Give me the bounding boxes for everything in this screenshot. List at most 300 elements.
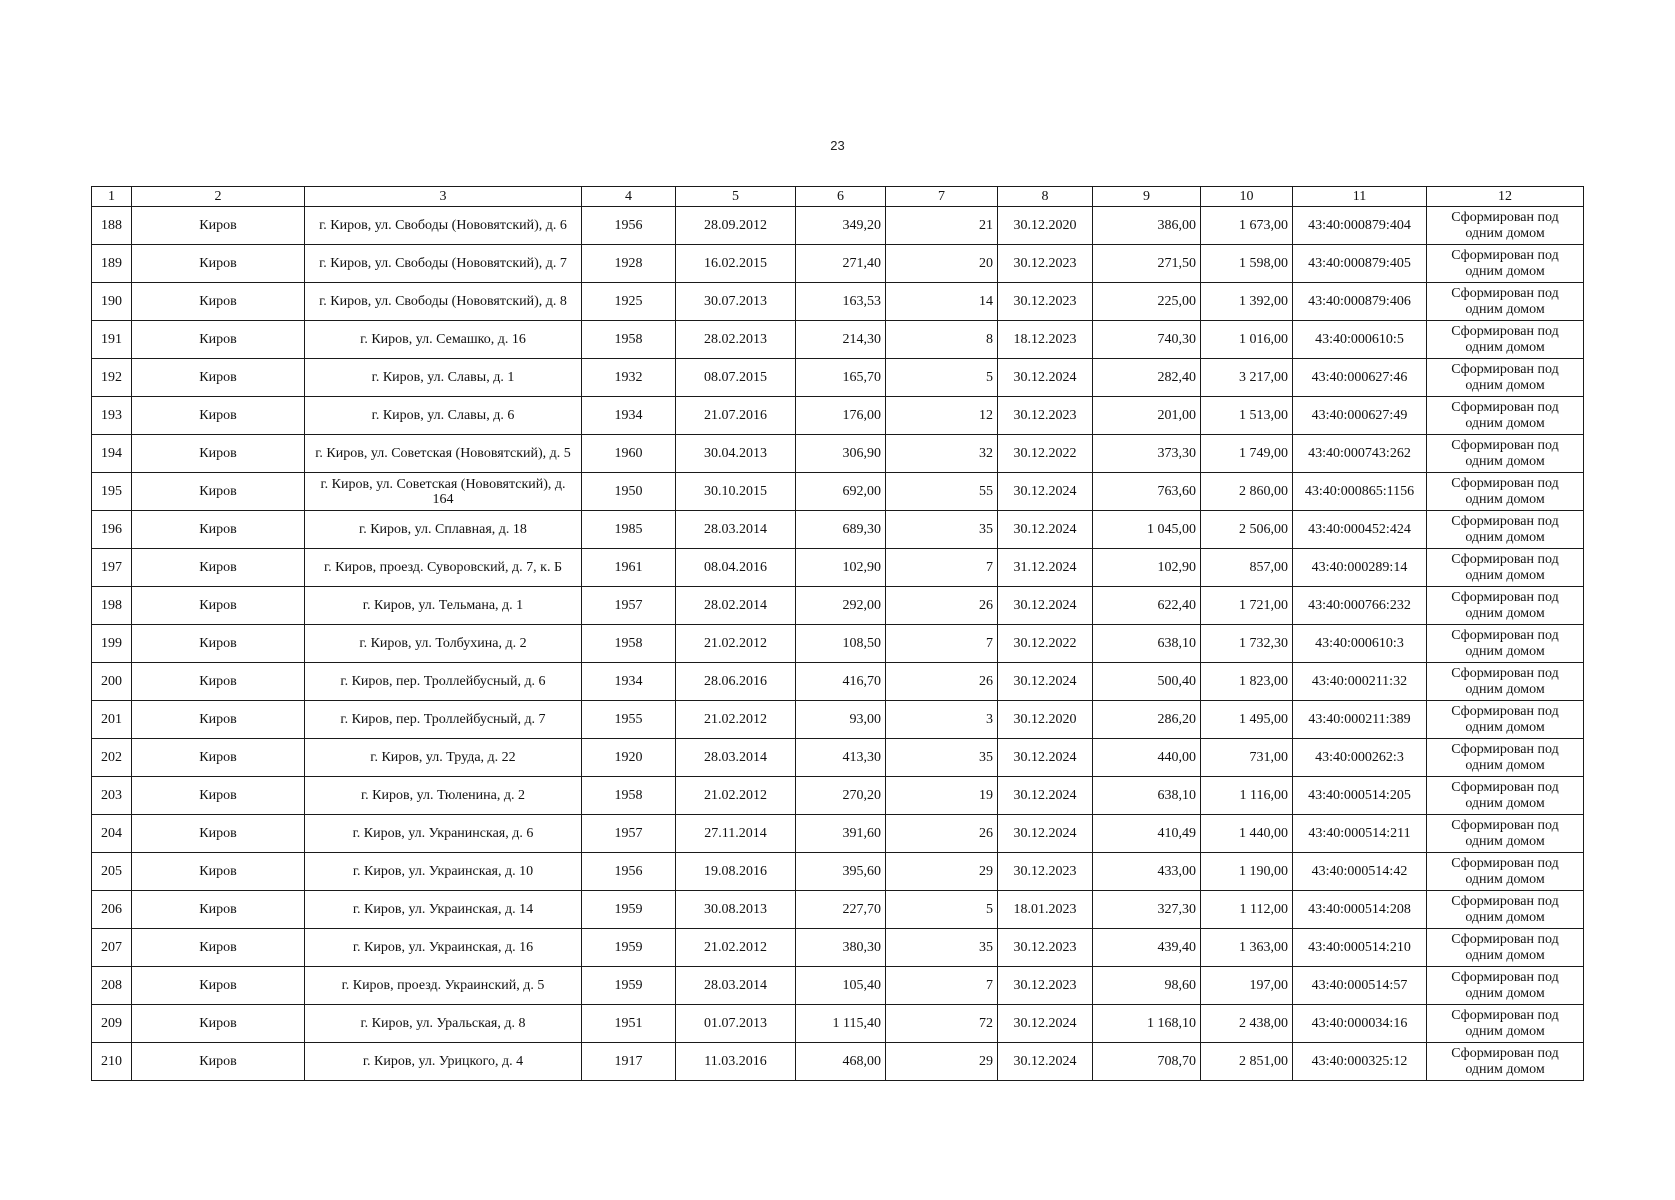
year-cell: 1957	[582, 815, 676, 853]
value-cell: 763,60	[1093, 473, 1201, 511]
area-cell: 692,00	[796, 473, 886, 511]
value-cell: 327,30	[1093, 891, 1201, 929]
deadline-cell: 30.12.2023	[998, 929, 1093, 967]
cadastral-number-cell: 43:40:000211:32	[1293, 663, 1427, 701]
city-cell: Киров	[132, 663, 305, 701]
column-header: 10	[1201, 187, 1293, 207]
year-cell: 1959	[582, 967, 676, 1005]
row-number-cell: 199	[92, 625, 132, 663]
status-note-cell: Сформирован под одним домом	[1427, 359, 1584, 397]
status-note-cell: Сформирован под одним домом	[1427, 473, 1584, 511]
deadline-cell: 30.12.2020	[998, 207, 1093, 245]
status-note-cell: Сформирован под одним домом	[1427, 397, 1584, 435]
table-row	[92, 663, 1584, 701]
column-header: 2	[132, 187, 305, 207]
value-cell: 433,00	[1093, 853, 1201, 891]
area-cell: 165,70	[796, 359, 886, 397]
area-cell: 1 115,40	[796, 1005, 886, 1043]
status-note-cell: Сформирован под одним домом	[1427, 321, 1584, 359]
city-cell: Киров	[132, 967, 305, 1005]
address-cell: г. Киров, ул. Украинская, д. 16	[305, 929, 582, 967]
value-cell: 225,00	[1093, 283, 1201, 321]
city-cell: Киров	[132, 777, 305, 815]
date-cell: 28.09.2012	[676, 207, 796, 245]
address-cell: г. Киров, ул. Советская (Нововятский), д. 5	[305, 435, 582, 473]
deadline-cell: 30.12.2024	[998, 473, 1093, 511]
cadastral-number-cell: 43:40:000452:424	[1293, 511, 1427, 549]
count-cell: 72	[886, 1005, 998, 1043]
row-number-cell: 192	[92, 359, 132, 397]
city-cell: Киров	[132, 435, 305, 473]
address-cell: г. Киров, ул. Толбухина, д. 2	[305, 625, 582, 663]
table-row	[92, 1005, 1584, 1043]
deadline-cell: 30.12.2023	[998, 967, 1093, 1005]
address-cell: г. Киров, ул. Укранинская, д. 6	[305, 815, 582, 853]
value-cell: 373,30	[1093, 435, 1201, 473]
cadastral-number-cell: 43:40:000879:405	[1293, 245, 1427, 283]
date-cell: 11.03.2016	[676, 1043, 796, 1081]
row-number-cell: 210	[92, 1043, 132, 1081]
table-row	[92, 587, 1584, 625]
address-cell: г. Киров, ул. Свободы (Нововятский), д. 7	[305, 245, 582, 283]
deadline-cell: 30.12.2024	[998, 587, 1093, 625]
land-area-cell: 1 392,00	[1201, 283, 1293, 321]
year-cell: 1959	[582, 891, 676, 929]
city-cell: Киров	[132, 815, 305, 853]
count-cell: 12	[886, 397, 998, 435]
year-cell: 1934	[582, 663, 676, 701]
row-number-cell: 201	[92, 701, 132, 739]
land-area-cell: 857,00	[1201, 549, 1293, 587]
table-row	[92, 549, 1584, 587]
row-number-cell: 196	[92, 511, 132, 549]
area-cell: 306,90	[796, 435, 886, 473]
table-body	[92, 187, 1584, 1081]
area-cell: 270,20	[796, 777, 886, 815]
table-row	[92, 701, 1584, 739]
land-area-cell: 2 860,00	[1201, 473, 1293, 511]
area-cell: 292,00	[796, 587, 886, 625]
count-cell: 7	[886, 967, 998, 1005]
address-cell: г. Киров, пер. Троллейбусный, д. 6	[305, 663, 582, 701]
status-note-cell: Сформирован под одним домом	[1427, 815, 1584, 853]
table-row	[92, 359, 1584, 397]
deadline-cell: 30.12.2022	[998, 435, 1093, 473]
date-cell: 27.11.2014	[676, 815, 796, 853]
status-note-cell: Сформирован под одним домом	[1427, 967, 1584, 1005]
status-note-cell: Сформирован под одним домом	[1427, 1005, 1584, 1043]
value-cell: 500,40	[1093, 663, 1201, 701]
column-header: 7	[886, 187, 998, 207]
deadline-cell: 30.12.2024	[998, 663, 1093, 701]
value-cell: 638,10	[1093, 625, 1201, 663]
date-cell: 21.02.2012	[676, 701, 796, 739]
land-area-cell: 1 598,00	[1201, 245, 1293, 283]
count-cell: 35	[886, 511, 998, 549]
city-cell: Киров	[132, 473, 305, 511]
area-cell: 108,50	[796, 625, 886, 663]
count-cell: 7	[886, 549, 998, 587]
column-header: 1	[92, 187, 132, 207]
table-row	[92, 853, 1584, 891]
city-cell: Киров	[132, 625, 305, 663]
land-area-cell: 1 440,00	[1201, 815, 1293, 853]
land-area-cell: 1 513,00	[1201, 397, 1293, 435]
deadline-cell: 18.01.2023	[998, 891, 1093, 929]
city-cell: Киров	[132, 321, 305, 359]
table-row	[92, 777, 1584, 815]
count-cell: 5	[886, 891, 998, 929]
deadline-cell: 30.12.2020	[998, 701, 1093, 739]
area-cell: 349,20	[796, 207, 886, 245]
cadastral-number-cell: 43:40:000627:49	[1293, 397, 1427, 435]
year-cell: 1955	[582, 701, 676, 739]
area-cell: 689,30	[796, 511, 886, 549]
count-cell: 26	[886, 663, 998, 701]
column-header-row	[92, 187, 1584, 207]
area-cell: 102,90	[796, 549, 886, 587]
land-area-cell: 2 506,00	[1201, 511, 1293, 549]
value-cell: 271,50	[1093, 245, 1201, 283]
cadastral-number-cell: 43:40:000610:3	[1293, 625, 1427, 663]
address-cell: г. Киров, ул. Труда, д. 22	[305, 739, 582, 777]
land-area-cell: 1 732,30	[1201, 625, 1293, 663]
count-cell: 26	[886, 587, 998, 625]
city-cell: Киров	[132, 929, 305, 967]
cadastral-number-cell: 43:40:000325:12	[1293, 1043, 1427, 1081]
count-cell: 5	[886, 359, 998, 397]
address-cell: г. Киров, ул. Славы, д. 6	[305, 397, 582, 435]
value-cell: 638,10	[1093, 777, 1201, 815]
table-row	[92, 245, 1584, 283]
cadastral-number-cell: 43:40:000879:406	[1293, 283, 1427, 321]
table-row	[92, 929, 1584, 967]
land-area-cell: 1 673,00	[1201, 207, 1293, 245]
city-cell: Киров	[132, 739, 305, 777]
area-cell: 214,30	[796, 321, 886, 359]
land-area-cell: 1 116,00	[1201, 777, 1293, 815]
date-cell: 30.08.2013	[676, 891, 796, 929]
land-area-cell: 1 112,00	[1201, 891, 1293, 929]
table-row	[92, 321, 1584, 359]
area-cell: 395,60	[796, 853, 886, 891]
status-note-cell: Сформирован под одним домом	[1427, 245, 1584, 283]
land-area-cell: 1 749,00	[1201, 435, 1293, 473]
year-cell: 1934	[582, 397, 676, 435]
column-header: 11	[1293, 187, 1427, 207]
year-cell: 1932	[582, 359, 676, 397]
status-note-cell: Сформирован под одним домом	[1427, 1043, 1584, 1081]
date-cell: 21.02.2012	[676, 777, 796, 815]
land-area-cell: 1 016,00	[1201, 321, 1293, 359]
cadastral-number-cell: 43:40:000262:3	[1293, 739, 1427, 777]
table-row	[92, 739, 1584, 777]
row-number-cell: 206	[92, 891, 132, 929]
row-number-cell: 191	[92, 321, 132, 359]
row-number-cell: 197	[92, 549, 132, 587]
cadastral-number-cell: 43:40:000514:210	[1293, 929, 1427, 967]
column-header: 8	[998, 187, 1093, 207]
city-cell: Киров	[132, 587, 305, 625]
city-cell: Киров	[132, 549, 305, 587]
value-cell: 440,00	[1093, 739, 1201, 777]
cadastral-number-cell: 43:40:000514:205	[1293, 777, 1427, 815]
area-cell: 163,53	[796, 283, 886, 321]
cadastral-number-cell: 43:40:000289:14	[1293, 549, 1427, 587]
area-cell: 391,60	[796, 815, 886, 853]
value-cell: 740,30	[1093, 321, 1201, 359]
status-note-cell: Сформирован под одним домом	[1427, 891, 1584, 929]
status-note-cell: Сформирован под одним домом	[1427, 929, 1584, 967]
column-header: 9	[1093, 187, 1201, 207]
year-cell: 1959	[582, 929, 676, 967]
date-cell: 08.04.2016	[676, 549, 796, 587]
deadline-cell: 30.12.2024	[998, 1043, 1093, 1081]
deadline-cell: 30.12.2023	[998, 283, 1093, 321]
land-area-cell: 197,00	[1201, 967, 1293, 1005]
year-cell: 1958	[582, 321, 676, 359]
count-cell: 14	[886, 283, 998, 321]
deadline-cell: 30.12.2023	[998, 245, 1093, 283]
date-cell: 30.07.2013	[676, 283, 796, 321]
city-cell: Киров	[132, 207, 305, 245]
date-cell: 30.04.2013	[676, 435, 796, 473]
date-cell: 30.10.2015	[676, 473, 796, 511]
date-cell: 21.02.2012	[676, 929, 796, 967]
status-note-cell: Сформирован под одним домом	[1427, 739, 1584, 777]
date-cell: 01.07.2013	[676, 1005, 796, 1043]
year-cell: 1920	[582, 739, 676, 777]
value-cell: 386,00	[1093, 207, 1201, 245]
year-cell: 1957	[582, 587, 676, 625]
date-cell: 28.02.2014	[676, 587, 796, 625]
land-area-cell: 1 190,00	[1201, 853, 1293, 891]
row-number-cell: 200	[92, 663, 132, 701]
value-cell: 282,40	[1093, 359, 1201, 397]
value-cell: 286,20	[1093, 701, 1201, 739]
address-cell: г. Киров, ул. Тюленина, д. 2	[305, 777, 582, 815]
land-area-cell: 1 721,00	[1201, 587, 1293, 625]
city-cell: Киров	[132, 511, 305, 549]
row-number-cell: 203	[92, 777, 132, 815]
row-number-cell: 204	[92, 815, 132, 853]
city-cell: Киров	[132, 283, 305, 321]
year-cell: 1961	[582, 549, 676, 587]
address-cell: г. Киров, пер. Троллейбусный, д. 7	[305, 701, 582, 739]
row-number-cell: 190	[92, 283, 132, 321]
table-row	[92, 1043, 1584, 1081]
land-area-cell: 731,00	[1201, 739, 1293, 777]
deadline-cell: 30.12.2024	[998, 739, 1093, 777]
address-cell: г. Киров, ул. Украинская, д. 10	[305, 853, 582, 891]
status-note-cell: Сформирован под одним домом	[1427, 587, 1584, 625]
housing-registry-table	[91, 186, 1584, 1081]
date-cell: 19.08.2016	[676, 853, 796, 891]
row-number-cell: 209	[92, 1005, 132, 1043]
column-header: 4	[582, 187, 676, 207]
area-cell: 413,30	[796, 739, 886, 777]
area-cell: 271,40	[796, 245, 886, 283]
row-number-cell: 198	[92, 587, 132, 625]
year-cell: 1958	[582, 777, 676, 815]
status-note-cell: Сформирован под одним домом	[1427, 283, 1584, 321]
city-cell: Киров	[132, 359, 305, 397]
count-cell: 20	[886, 245, 998, 283]
deadline-cell: 18.12.2023	[998, 321, 1093, 359]
count-cell: 55	[886, 473, 998, 511]
cadastral-number-cell: 43:40:000627:46	[1293, 359, 1427, 397]
area-cell: 105,40	[796, 967, 886, 1005]
count-cell: 35	[886, 929, 998, 967]
status-note-cell: Сформирован под одним домом	[1427, 663, 1584, 701]
deadline-cell: 30.12.2022	[998, 625, 1093, 663]
table-row	[92, 397, 1584, 435]
cadastral-number-cell: 43:40:000514:211	[1293, 815, 1427, 853]
row-number-cell: 202	[92, 739, 132, 777]
value-cell: 1 045,00	[1093, 511, 1201, 549]
city-cell: Киров	[132, 853, 305, 891]
cadastral-number-cell: 43:40:000034:16	[1293, 1005, 1427, 1043]
address-cell: г. Киров, ул. Свободы (Нововятский), д. 6	[305, 207, 582, 245]
date-cell: 28.06.2016	[676, 663, 796, 701]
address-cell: г. Киров, ул. Уральская, д. 8	[305, 1005, 582, 1043]
address-cell: г. Киров, ул. Сплавная, д. 18	[305, 511, 582, 549]
cadastral-number-cell: 43:40:000743:262	[1293, 435, 1427, 473]
address-cell: г. Киров, ул. Свободы (Нововятский), д. 8	[305, 283, 582, 321]
status-note-cell: Сформирован под одним домом	[1427, 701, 1584, 739]
status-note-cell: Сформирован под одним домом	[1427, 207, 1584, 245]
city-cell: Киров	[132, 891, 305, 929]
address-cell: г. Киров, ул. Урицкого, д. 4	[305, 1043, 582, 1081]
row-number-cell: 207	[92, 929, 132, 967]
deadline-cell: 30.12.2023	[998, 397, 1093, 435]
area-cell: 416,70	[796, 663, 886, 701]
land-area-cell: 2 438,00	[1201, 1005, 1293, 1043]
column-header: 5	[676, 187, 796, 207]
cadastral-number-cell: 43:40:000514:208	[1293, 891, 1427, 929]
row-number-cell: 193	[92, 397, 132, 435]
city-cell: Киров	[132, 397, 305, 435]
city-cell: Киров	[132, 1043, 305, 1081]
cadastral-number-cell: 43:40:000610:5	[1293, 321, 1427, 359]
status-note-cell: Сформирован под одним домом	[1427, 435, 1584, 473]
table-row	[92, 283, 1584, 321]
deadline-cell: 30.12.2024	[998, 511, 1093, 549]
status-note-cell: Сформирован под одним домом	[1427, 777, 1584, 815]
year-cell: 1951	[582, 1005, 676, 1043]
value-cell: 201,00	[1093, 397, 1201, 435]
city-cell: Киров	[132, 1005, 305, 1043]
deadline-cell: 30.12.2024	[998, 815, 1093, 853]
row-number-cell: 189	[92, 245, 132, 283]
date-cell: 21.02.2012	[676, 625, 796, 663]
value-cell: 98,60	[1093, 967, 1201, 1005]
count-cell: 29	[886, 1043, 998, 1081]
table-row	[92, 891, 1584, 929]
year-cell: 1985	[582, 511, 676, 549]
deadline-cell: 31.12.2024	[998, 549, 1093, 587]
area-cell: 176,00	[796, 397, 886, 435]
count-cell: 7	[886, 625, 998, 663]
cadastral-number-cell: 43:40:000514:57	[1293, 967, 1427, 1005]
page-number: 23	[830, 138, 845, 153]
value-cell: 622,40	[1093, 587, 1201, 625]
table-row	[92, 435, 1584, 473]
land-area-cell: 1 823,00	[1201, 663, 1293, 701]
column-header: 6	[796, 187, 886, 207]
year-cell: 1928	[582, 245, 676, 283]
column-header: 12	[1427, 187, 1584, 207]
address-cell: г. Киров, ул. Семашко, д. 16	[305, 321, 582, 359]
table-row	[92, 207, 1584, 245]
land-area-cell: 3 217,00	[1201, 359, 1293, 397]
address-cell: г. Киров, проезд. Суворовский, д. 7, к. Б	[305, 549, 582, 587]
cadastral-number-cell: 43:40:000766:232	[1293, 587, 1427, 625]
status-note-cell: Сформирован под одним домом	[1427, 511, 1584, 549]
cadastral-number-cell: 43:40:000514:42	[1293, 853, 1427, 891]
address-cell: г. Киров, ул. Славы, д. 1	[305, 359, 582, 397]
row-number-cell: 208	[92, 967, 132, 1005]
year-cell: 1960	[582, 435, 676, 473]
date-cell: 21.07.2016	[676, 397, 796, 435]
date-cell: 28.03.2014	[676, 967, 796, 1005]
value-cell: 708,70	[1093, 1043, 1201, 1081]
count-cell: 35	[886, 739, 998, 777]
row-number-cell: 205	[92, 853, 132, 891]
year-cell: 1925	[582, 283, 676, 321]
row-number-cell: 194	[92, 435, 132, 473]
status-note-cell: Сформирован под одним домом	[1427, 853, 1584, 891]
count-cell: 3	[886, 701, 998, 739]
date-cell: 08.07.2015	[676, 359, 796, 397]
table-row	[92, 473, 1584, 511]
table-row	[92, 511, 1584, 549]
column-header: 3	[305, 187, 582, 207]
value-cell: 410,49	[1093, 815, 1201, 853]
year-cell: 1917	[582, 1043, 676, 1081]
row-number-cell: 188	[92, 207, 132, 245]
land-area-cell: 1 495,00	[1201, 701, 1293, 739]
address-cell: г. Киров, ул. Украинская, д. 14	[305, 891, 582, 929]
address-cell: г. Киров, ул. Тельмана, д. 1	[305, 587, 582, 625]
date-cell: 16.02.2015	[676, 245, 796, 283]
table-row	[92, 625, 1584, 663]
cadastral-number-cell: 43:40:000865:1156	[1293, 473, 1427, 511]
count-cell: 26	[886, 815, 998, 853]
count-cell: 19	[886, 777, 998, 815]
year-cell: 1956	[582, 207, 676, 245]
cadastral-number-cell: 43:40:000879:404	[1293, 207, 1427, 245]
count-cell: 29	[886, 853, 998, 891]
cadastral-number-cell: 43:40:000211:389	[1293, 701, 1427, 739]
count-cell: 32	[886, 435, 998, 473]
status-note-cell: Сформирован под одним домом	[1427, 549, 1584, 587]
year-cell: 1956	[582, 853, 676, 891]
deadline-cell: 30.12.2024	[998, 359, 1093, 397]
area-cell: 380,30	[796, 929, 886, 967]
address-cell: г. Киров, проезд. Украинский, д. 5	[305, 967, 582, 1005]
date-cell: 28.03.2014	[676, 739, 796, 777]
deadline-cell: 30.12.2024	[998, 1005, 1093, 1043]
value-cell: 102,90	[1093, 549, 1201, 587]
land-area-cell: 2 851,00	[1201, 1043, 1293, 1081]
area-cell: 93,00	[796, 701, 886, 739]
status-note-cell: Сформирован под одним домом	[1427, 625, 1584, 663]
deadline-cell: 30.12.2023	[998, 853, 1093, 891]
value-cell: 1 168,10	[1093, 1005, 1201, 1043]
year-cell: 1950	[582, 473, 676, 511]
area-cell: 227,70	[796, 891, 886, 929]
